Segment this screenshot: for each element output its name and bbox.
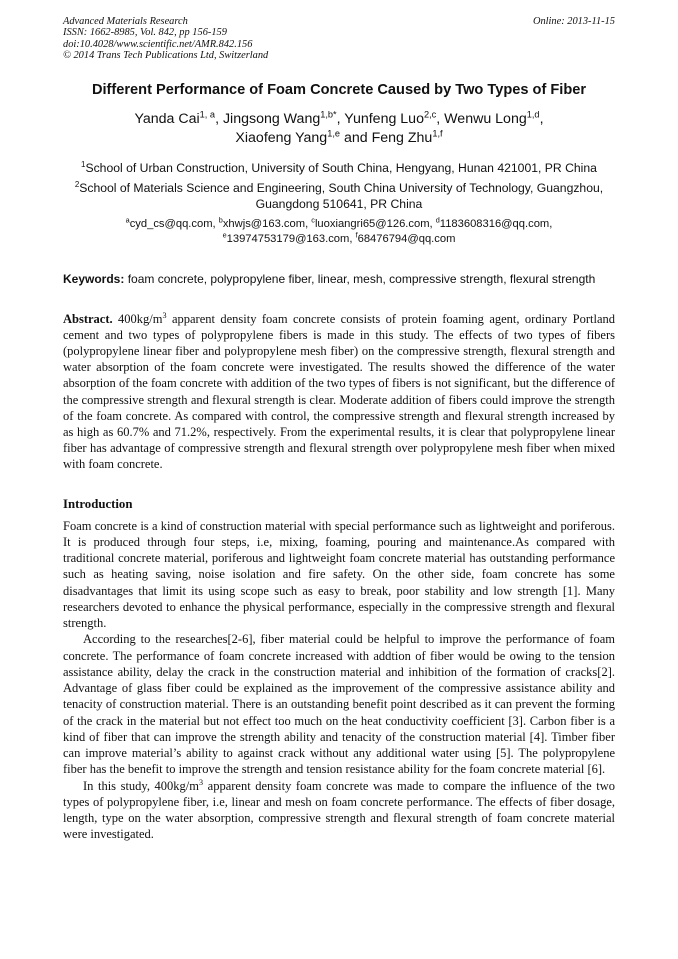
author-sup: 1, a [199,108,216,119]
author-name: Feng Zhu [371,129,433,146]
email-address: 1183608316@qq.com, [439,217,553,230]
email-address: 68476794@qq.com [357,232,456,245]
abstract-lead: 400kg/m [118,311,163,326]
journal-doi: doi:10.4028/www.scientific.net/AMR.842.156 [63,38,253,50]
author [371,127,443,146]
affiliation-text: School of Materials Science and Engineering, South China University of Technology, Guangzhou, Guangdong 510641, PR China [79,180,604,211]
section-heading-introduction: Introduction [63,496,133,511]
keywords-label: Keywords: [63,271,125,286]
online-date: Online: 2013-11-15 [532,16,615,27]
author-separator: , [436,110,445,127]
author [134,108,216,127]
intro-p3-text: apparent density foam concrete was made to compare the influence of the two types of polypropylene fiber, i.e, linear and mesh on foam concrete performance. The effects of fiber dosage, length, type on the water absorption, compressive strength and flexural strength of foam concrete material were investigated. [63,778,615,842]
email-address: xhwjs@163.com, [222,217,312,230]
intro-paragraph-3 [63,778,615,843]
author [222,108,337,127]
author [444,108,540,127]
author-name: Yanda Cai [134,110,200,127]
author-sup: 1,e [327,127,341,138]
email-address: cyd_cs@qq.com, [129,217,219,230]
abstract-block [63,311,615,473]
abstract-text: apparent density foam concrete consists of protein foaming agent, ordinary Portland cement and two types of polypropylene fibers is made in this study. The effects of two types of fibers (polypropylene linear fiber and polypropylene mesh fiber) on the compressive strength, flexural strength and water absorption of the foam concrete were investigated. The results showed the difference of the water absorption of the foam concrete with addition of the two types of fibers is not significant, but the difference of the compressive strength and flexural strength is clear. Moderate addition of fibers could improve the strength of the foam concrete. As compared with control, the compressive strength and flexural strength increased by as high as 60.7% and 71.2%, respectively. From the experimental results, it is clear that polypropylene linear fiber has advantage of compressive strength and flexural strength over polypropylene mesh fiber when mixed with foam concrete. [63,311,615,472]
author-sup: 1,b* [320,108,337,119]
author-name: Jingsong Wang [222,110,321,127]
intro-p3-lead: In this study, 400kg/m [83,778,200,793]
email-sup: c [311,214,315,224]
email-sup: a [125,214,130,224]
author-sup: 1,f [432,127,443,138]
keywords-block [63,272,615,287]
email-sup: d [435,214,440,224]
journal-copyright: © 2014 Trans Tech Publications Ltd, Switzerland [63,50,269,62]
author-name: Wenwu Long [444,110,527,127]
author-separator: , [336,110,345,127]
journal-name: Advanced Materials Research [63,16,188,27]
author-separator: and [340,129,372,146]
author-separator: , [539,110,544,127]
email-address: luoxiangri65@126.com, [314,217,436,230]
email-address: 13974753179@163.com, [226,232,356,245]
affiliation-1 [63,160,615,176]
abstract-sup: 3 [162,310,167,320]
email-sup: b [218,214,223,224]
intro-paragraph-1: Foam concrete is a kind of construction material with special performance such as lightweight and poriferous. It is produced through four steps, i.e, mixing, foaming, pouring and maintenance.As compared with traditional concrete material, poriferous and lightweight foam concrete material has outstanding performance such as heating saving, noise isolation and fire safety. On the other side, foam concrete has some disadvantages that limit its using scope such as easy to break, poor stability and low strength [1]. Many researchers devoted to enhance the physical performance, especially in the compressive strength and flexural strength. [63,518,615,631]
abstract-label: Abstract. [63,311,113,326]
journal-issn: ISSN: 1662-8985, Vol. 842, pp 156-159 [63,27,227,39]
author-list [63,110,615,148]
author-name: Yunfeng Luo [344,110,424,127]
keywords-text: foam concrete, polypropylene fiber, linear, mesh, compressive strength, flexural strength [127,271,596,286]
affiliation-sup: 2 [74,179,80,189]
paper-title: Different Performance of Foam Concrete Caused by Two Types of Fiber [91,81,587,98]
email-sup: f [355,229,358,239]
email-list [63,214,615,247]
author [235,127,341,146]
intro-p3-sup: 3 [199,777,204,787]
author [344,108,437,127]
author-sup: 2,c [423,108,437,119]
intro-paragraph-2: According to the researches[2-6], fiber material could be helpful to improve the performance of foam concrete. The performance of foam concrete increased with addtion of fiber would be owing to the tension assistance ability, delay the crack in the construction material and inhibition of the formation of cracks[2]. Advantage of glass fiber could be explained as the improvement of the compressive assistance ability and tenacity of construction material. There is an outstanding benefit point described as it can prevent the forming of the crack in the material but not effect too much on the heat conductivity coefficient [3]. Carbon fiber is a kind of fiber that can improve the strength ability and tenacity of the construction material [4]. Timber fiber can improve material’s ability to against crack without any additional water using [5]. The polypropylene fiber has the benefit to improve the strength and tension resistance ability for the foam concrete material [6]. [63,632,615,777]
author-separator: , [215,110,223,127]
author-sup: 1,d [526,108,540,119]
email-sup: e [222,229,227,239]
affiliation-text: School of Urban Construction, University of South China, Hengyang, Hunan 421001, PR China [85,160,597,175]
affiliation-sup: 1 [81,159,86,169]
affiliation-2 [63,180,615,212]
journal-header [63,16,615,62]
author-name: Xiaofeng Yang [235,129,328,146]
